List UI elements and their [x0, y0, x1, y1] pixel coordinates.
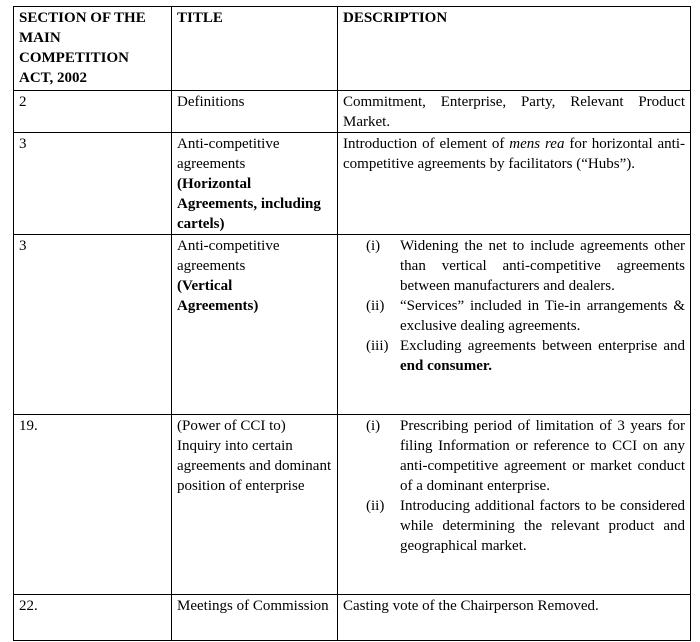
item-text: “Services” included in Tie-in arrangements & exclusive dealing agreements. [400, 298, 685, 334]
table-row [14, 235, 691, 415]
table-row [14, 595, 691, 641]
item-number: (ii) [366, 298, 385, 314]
title-bold: Agreements) [177, 298, 259, 314]
row-section: 2 [14, 91, 172, 133]
desc-text-b: for horizontal anti-competitive agreements by facilitators (“Hubs”). [343, 136, 686, 172]
list-item [343, 336, 685, 376]
row-title: Meetings of Commission [172, 595, 338, 641]
header-section: SECTION OF THE MAIN COMPETITION ACT, 2002 [14, 7, 172, 91]
item-number: (i) [366, 418, 381, 434]
item-text: Widening the net to include agreements other than vertical anti-competitive agreements between manufacturers and dealers. [400, 238, 685, 294]
list-item [343, 496, 685, 556]
row-title [172, 235, 338, 415]
table-row [14, 133, 691, 235]
title-bold: (Vertical [177, 278, 233, 294]
desc-text-a: Introduction of element of [343, 136, 505, 152]
title-bold: (Horizontal Agreements, including cartels) [177, 176, 321, 232]
item-text: Introducing additional factors to be considered while determining the relevant product and geographical market. [400, 498, 685, 554]
row-description: Commitment, Enterprise, Party, Relevant Product Market. [338, 91, 691, 133]
item-text: Prescribing period of limitation of 3 years for filing Information or reference to CCI on any anti-competitive agreement or market conduct of a dominant enterprise. [400, 418, 685, 494]
row-description: Casting vote of the Chairperson Removed. [338, 595, 691, 641]
header-title: TITLE [172, 7, 338, 91]
item-number: (ii) [366, 498, 385, 514]
table-row [14, 91, 691, 133]
row-section: 3 [14, 133, 172, 235]
row-description [338, 235, 691, 415]
row-title: Definitions [172, 91, 338, 133]
row-title [172, 133, 338, 235]
table-row [14, 415, 691, 595]
item-number: (iii) [366, 338, 389, 354]
list-item [343, 416, 685, 496]
row-section: 3 [14, 235, 172, 415]
item-text-plain: Excluding agreements between enterprise and [400, 338, 685, 354]
item-number: (i) [366, 238, 381, 254]
row-title: (Power of CCI to) Inquiry into certain agreements and dominant position of enterprise [172, 415, 338, 595]
item-text-bold: end consumer. [400, 358, 492, 374]
list-item [343, 296, 685, 336]
row-section: 22. [14, 595, 172, 641]
row-description [338, 415, 691, 595]
competition-act-table [13, 6, 691, 641]
list-item [343, 236, 685, 296]
desc-italic: mens rea [509, 136, 565, 152]
item-text [400, 336, 685, 376]
row-section: 19. [14, 415, 172, 595]
header-description: DESCRIPTION [338, 7, 691, 91]
row-description [338, 133, 691, 235]
title-plain: Anti-competitive agreements [177, 238, 280, 274]
header-row [14, 7, 691, 91]
title-plain: Anti-competitive agreements [177, 136, 280, 172]
